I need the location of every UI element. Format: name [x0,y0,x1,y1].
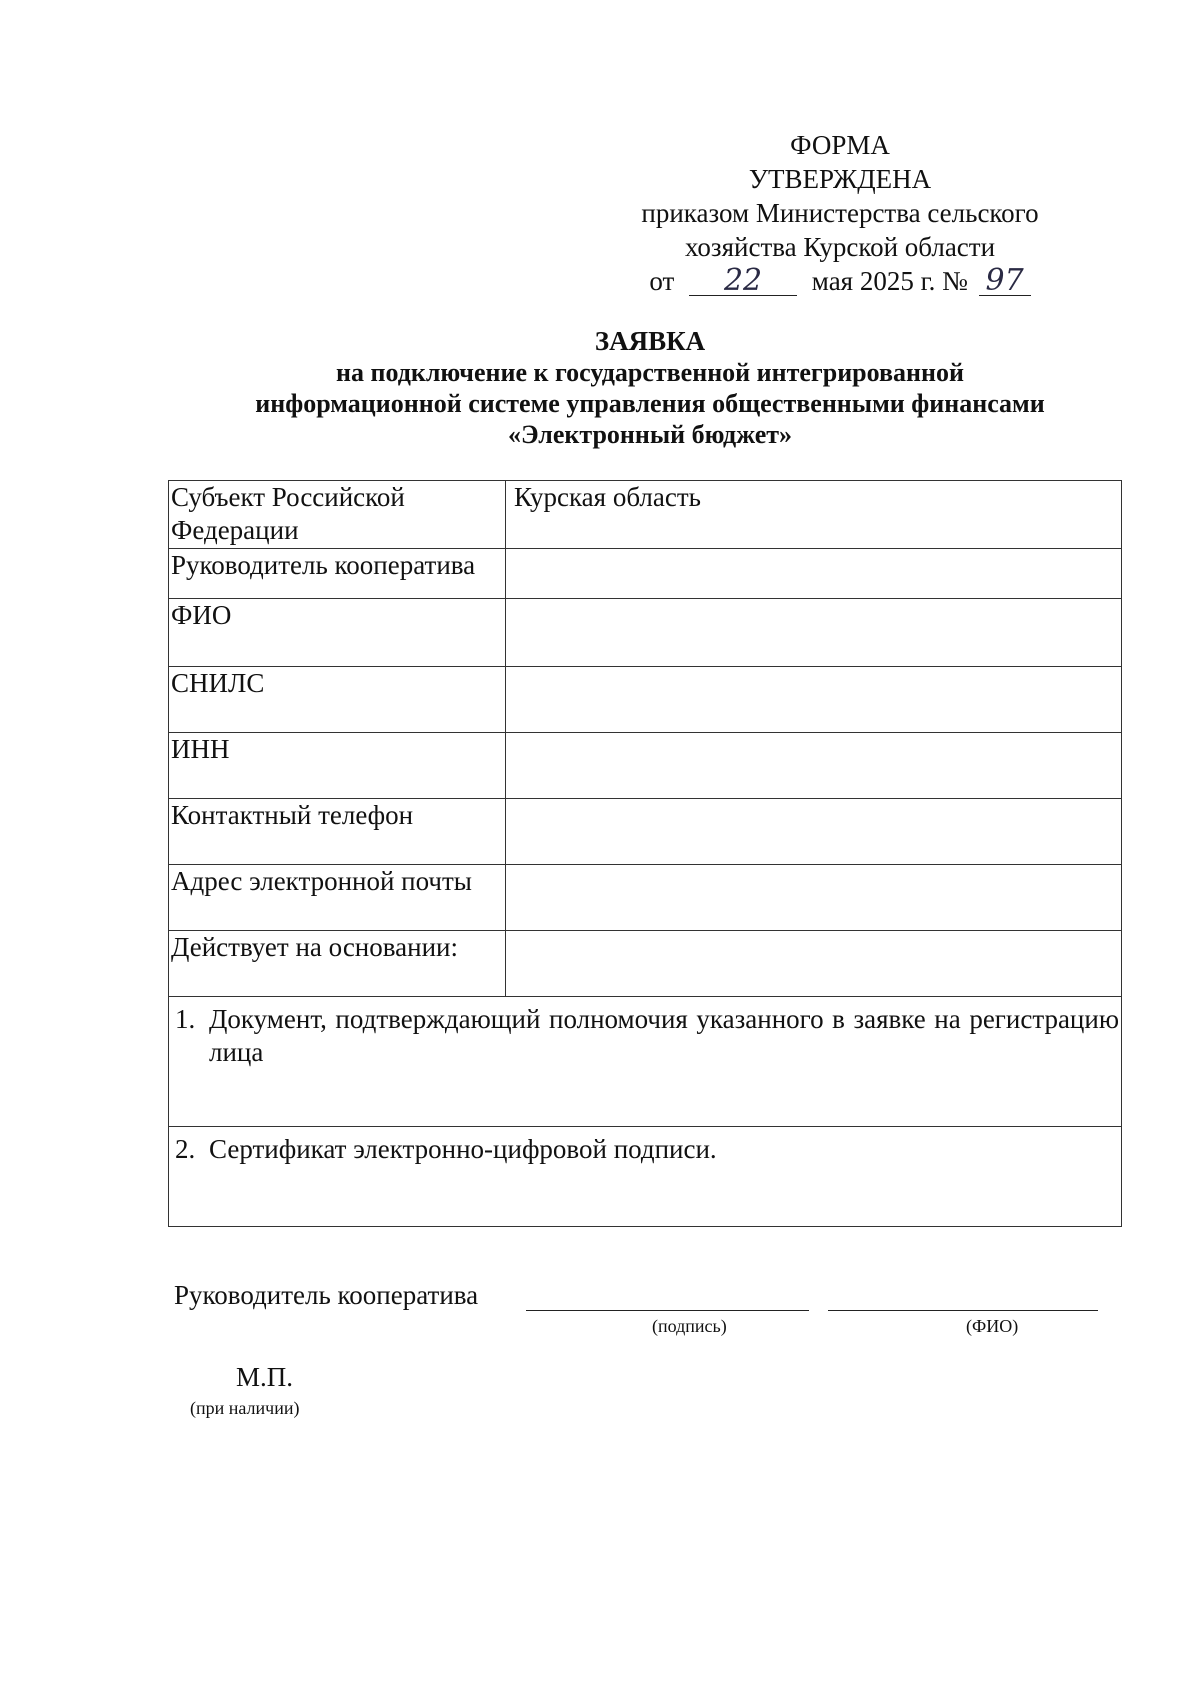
table-row [169,667,1122,733]
table-row [169,549,1122,599]
document-item-1-text: Документ, подтверждающий полномочия указанного в заявке на регистрацию лица [209,1004,1119,1067]
document-item-1 [169,997,1122,1127]
signature-caption: (подпись) [652,1316,727,1336]
table-row [169,865,1122,931]
document-item-1-number: 1. [175,1004,196,1034]
stamp-label: М.П. [236,1362,294,1392]
date-day-handwritten: 22 [689,267,797,296]
row-label-fio: ФИО [169,599,506,667]
stamp-note: (при наличии) [190,1398,300,1418]
name-line[interactable] [828,1310,1098,1311]
title-main: ЗАЯВКА [594,326,706,356]
approval-block [620,128,1060,298]
row-value-fio[interactable] [506,599,1122,667]
title-line-1: на подключение к государственной интегрированной [336,358,964,387]
application-table [168,480,1122,1227]
table-row [169,1127,1122,1227]
order-number-handwritten: 97 [979,267,1031,296]
approval-ministry-text: хозяйства Курской области [684,232,996,262]
row-label-head: Руководитель кооператива [169,549,506,599]
approval-form-label: ФОРМА [790,130,890,160]
title-line-3: «Электронный бюджет» [507,420,793,449]
row-value-email[interactable] [506,865,1122,931]
row-label-subject: Субъект Российской Федерации [169,481,506,549]
table-row [169,733,1122,799]
row-value-snils[interactable] [506,667,1122,733]
row-label-inn: ИНН [169,733,506,799]
date-prefix: от [649,266,675,296]
row-label-phone: Контактный телефон [169,799,506,865]
table-row [169,799,1122,865]
row-value-basis[interactable] [506,931,1122,997]
approval-order-text: приказом Министерства сельского [641,198,1039,228]
title-line-2: информационной системе управления общественными финансами [255,389,1045,418]
table-row [169,997,1122,1127]
document-title [150,326,1150,450]
approval-date-line [620,264,1060,298]
table-row [169,931,1122,997]
row-label-email: Адрес электронной почты [169,865,506,931]
date-rest: мая 2025 г. № [811,266,968,296]
name-caption: (ФИО) [966,1316,1019,1336]
row-value-subject[interactable]: Курская область [506,481,1122,549]
table-row [169,481,1122,549]
approval-approved-label: УТВЕРЖДЕНА [748,164,932,194]
document-item-2-text: Сертификат электронно-цифровой подписи. [209,1134,717,1164]
row-label-snils: СНИЛС [169,667,506,733]
row-label-basis: Действует на основании: [169,931,506,997]
signature-label: Руководитель кооператива [174,1280,479,1310]
document-item-2-number: 2. [175,1134,196,1164]
row-value-inn[interactable] [506,733,1122,799]
row-value-phone[interactable] [506,799,1122,865]
signature-line[interactable] [526,1310,809,1311]
document-item-2 [169,1127,1122,1227]
table-row [169,599,1122,667]
row-value-head[interactable] [506,549,1122,599]
